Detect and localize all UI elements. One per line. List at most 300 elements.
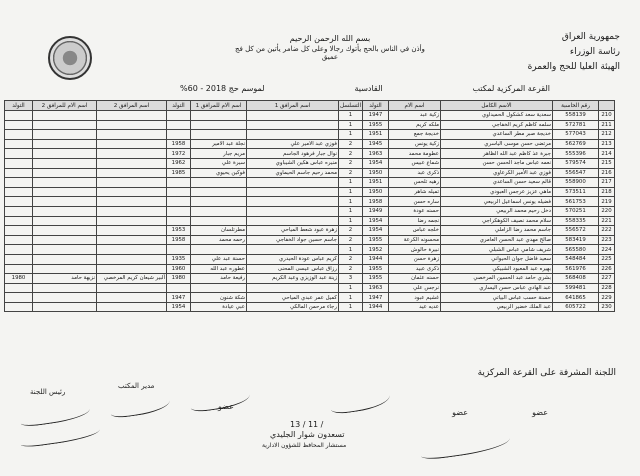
table-cell xyxy=(33,302,97,312)
table-cell: شريف شامي عباس الشبلي xyxy=(441,245,553,255)
table-cell xyxy=(5,235,33,245)
table-cell: 1955 xyxy=(363,264,389,274)
table-cell: 1963 xyxy=(363,283,389,293)
table-cell: 225 xyxy=(599,254,615,264)
table-cell xyxy=(191,283,247,293)
table-cell: 1 xyxy=(339,120,363,130)
table-cell xyxy=(33,254,97,264)
table-cell: جاسم حسين جواد الخفاجي xyxy=(247,235,339,245)
column-header: الاسم الكامل xyxy=(441,101,553,111)
table-cell: 1960 xyxy=(167,264,191,274)
table-cell: 1945 xyxy=(363,139,389,149)
table-cell: 1951 xyxy=(363,130,389,140)
table-cell xyxy=(97,130,167,140)
table-cell xyxy=(97,197,167,207)
column-header xyxy=(599,101,615,111)
table-cell: 556572 xyxy=(553,226,599,236)
table-body xyxy=(5,111,615,312)
table-cell: عديه عيد xyxy=(389,302,441,312)
table-cell xyxy=(33,235,97,245)
committee-head-label: رئيس اللجنة xyxy=(30,388,66,396)
table-cell: 558139 xyxy=(553,111,599,121)
table-cell: 1955 xyxy=(363,120,389,130)
table-cell xyxy=(167,111,191,121)
table-cell xyxy=(247,245,339,255)
table-cell: ذكرى عبد xyxy=(389,168,441,178)
table-cell: 1955 xyxy=(363,235,389,245)
column-header: التولد xyxy=(167,101,191,111)
office-manager-label: مدير المكتب xyxy=(118,382,155,390)
table-cell xyxy=(97,187,167,197)
table-cell xyxy=(167,120,191,130)
table-cell: 217 xyxy=(599,178,615,188)
table-row xyxy=(5,187,615,197)
table-row xyxy=(5,283,615,293)
table-cell: قالم سعيد حسن الساعدي xyxy=(441,178,553,188)
table-cell: 1947 xyxy=(363,293,389,303)
table-cell: 1935 xyxy=(167,254,191,264)
table-cell xyxy=(5,293,33,303)
table-cell: زينة عبد الوزيزي وعبد الكريم xyxy=(247,274,339,284)
header-line-presidency: رئاسة الوزراء xyxy=(569,47,620,57)
table-cell: 1 xyxy=(339,293,363,303)
header-line-authority: الهيئة العليا للحج والعمرة xyxy=(527,62,620,72)
table-cell xyxy=(97,216,167,226)
column-header: التولد xyxy=(5,101,33,111)
table-cell: 1947 xyxy=(363,111,389,121)
table-cell: 1955 xyxy=(363,274,389,284)
table-cell: ملكه كريم xyxy=(389,120,441,130)
table-cell xyxy=(97,120,167,130)
table-cell xyxy=(247,197,339,207)
signature-date: 13 / 11 / xyxy=(290,420,324,429)
table-cell xyxy=(97,254,167,264)
table-cell xyxy=(5,302,33,312)
table-cell: فوزي عبد الأمير الكرعاوي xyxy=(441,168,553,178)
column-header: اسم الام للمرافق 1 xyxy=(191,101,247,111)
table-cell xyxy=(191,197,247,207)
table-cell xyxy=(97,293,167,303)
table-row xyxy=(5,178,615,188)
table-cell: 1 xyxy=(339,197,363,207)
table-cell xyxy=(97,139,167,149)
member-label-3: عضو xyxy=(218,402,234,411)
table-cell xyxy=(191,216,247,226)
table-cell xyxy=(97,235,167,245)
table-cell: فوزي عبد الامير علي xyxy=(247,139,339,149)
table-cell: 1 xyxy=(339,302,363,312)
table-row xyxy=(5,149,615,159)
table-cell xyxy=(167,283,191,293)
table-cell xyxy=(5,149,33,159)
table-cell: 229 xyxy=(599,293,615,303)
table-cell xyxy=(247,206,339,216)
table-cell: 2 xyxy=(339,254,363,264)
table-cell: 579574 xyxy=(553,158,599,168)
table-cell xyxy=(5,120,33,130)
table-cell: 1958 xyxy=(363,197,389,207)
table-cell: 216 xyxy=(599,168,615,178)
handwritten-signature-2 xyxy=(19,424,100,448)
table-cell xyxy=(33,130,97,140)
table-cell: نجمه رضا xyxy=(389,216,441,226)
table-cell xyxy=(5,206,33,216)
table-cell xyxy=(247,178,339,188)
table-cell xyxy=(5,111,33,121)
table-cell xyxy=(247,130,339,140)
table-row xyxy=(5,254,615,264)
table-cell: فوكين يحيوي xyxy=(191,168,247,178)
table-cell: 1958 xyxy=(167,235,191,245)
table-cell: جاسم محمد رضا الزاملي xyxy=(441,226,553,236)
column-header: اسم المرافق 1 xyxy=(247,101,339,111)
subtitle-season: لموسم حج 2018 - 60% xyxy=(180,84,265,93)
quran-verse: وأذن في الناس بالحج يأتوك رجالا وعلى كل ضامر يأتين من كل فج عميق xyxy=(235,45,425,61)
column-header: التسلسل xyxy=(339,102,361,109)
table-row xyxy=(5,130,615,140)
table-cell: شماع عبيس xyxy=(389,158,441,168)
authority-seal-logo xyxy=(48,36,92,80)
table-cell: 212 xyxy=(599,130,615,140)
table-cell: خلجه عباس xyxy=(389,226,441,236)
table-cell xyxy=(5,197,33,207)
table-cell xyxy=(5,139,33,149)
table-cell xyxy=(33,139,97,149)
table-cell xyxy=(33,245,97,255)
handwritten-signature-3 xyxy=(109,394,171,419)
table-row xyxy=(5,120,615,130)
table-cell: 1985 xyxy=(167,168,191,178)
table-cell xyxy=(33,178,97,188)
table-cell xyxy=(191,187,247,197)
table-cell: 2 xyxy=(339,226,363,236)
table-cell: 1954 xyxy=(167,302,191,312)
table-cell: 558900 xyxy=(553,178,599,188)
table-cell xyxy=(33,197,97,207)
table-cell: 2 xyxy=(339,139,363,149)
table-cell: حسنه عثمان xyxy=(389,274,441,284)
table-cell xyxy=(167,197,191,207)
table-cell: 215 xyxy=(599,158,615,168)
table-cell xyxy=(5,245,33,255)
table-cell xyxy=(247,283,339,293)
table-cell xyxy=(191,245,247,255)
table-row xyxy=(5,216,615,226)
table-cell: زكية يونس xyxy=(389,139,441,149)
signature-footer xyxy=(0,368,640,476)
table-cell: بهيره عبد المعبود الشبيكي xyxy=(441,264,553,274)
table-cell xyxy=(97,178,167,188)
committee-label: اللجنة المشرفة على القرعة المركزية xyxy=(477,368,616,378)
table-cell xyxy=(97,149,167,159)
table-cell xyxy=(5,158,33,168)
table-row xyxy=(5,226,615,236)
table-cell: نبيرة حالوش xyxy=(389,245,441,255)
table-cell: 228 xyxy=(599,283,615,293)
table-cell xyxy=(97,283,167,293)
table-cell xyxy=(5,226,33,236)
basmala: بسم الله الرحمن الرحيم xyxy=(289,34,371,43)
table-cell xyxy=(167,178,191,188)
table-cell xyxy=(33,226,97,236)
signatory-name: تسعدون شوار الجليدي xyxy=(270,430,345,439)
table-cell: 1950 xyxy=(363,187,389,197)
table-cell xyxy=(5,178,33,188)
religious-header xyxy=(230,34,430,61)
table-cell: 220 xyxy=(599,206,615,216)
table-cell: 213 xyxy=(599,139,615,149)
subtitle-office: القرعة المركزية لمكتب xyxy=(472,84,550,93)
table-cell xyxy=(5,130,33,140)
table-cell xyxy=(5,283,33,293)
table-cell: 1963 xyxy=(363,149,389,159)
table-cell: 1962 xyxy=(167,158,191,168)
table-cell xyxy=(97,168,167,178)
table-cell xyxy=(97,245,167,255)
table-cell: 1947 xyxy=(167,293,191,303)
table-cell xyxy=(33,158,97,168)
table-cell: عبي عيادة xyxy=(191,302,247,312)
table-cell xyxy=(247,111,339,121)
table-row xyxy=(5,139,615,149)
table-cell: 1980 xyxy=(5,274,33,284)
table-cell: 641865 xyxy=(553,293,599,303)
table-row xyxy=(5,111,615,121)
table-cell: كميل عمر عبدي المياحي xyxy=(247,293,339,303)
subtitle-city: القادسية xyxy=(354,84,383,93)
table-cell: 2 xyxy=(339,158,363,168)
table-cell: رحمه محمد xyxy=(191,235,247,245)
table-cell: 1 xyxy=(339,178,363,188)
table-cell: 1949 xyxy=(363,206,389,216)
table-row xyxy=(5,264,615,274)
table-cell xyxy=(191,178,247,188)
table-cell: سلمه كاظم كريم الخفاجي xyxy=(441,120,553,130)
table-cell: 223 xyxy=(599,235,615,245)
table-cell: سعدية سعد كشكول الحميداوي xyxy=(441,111,553,121)
table-cell xyxy=(191,206,247,216)
table-cell: زهرة عبود شعط المياحي xyxy=(247,226,339,236)
table-cell xyxy=(191,130,247,140)
table-cell: 1 xyxy=(339,130,363,140)
table-cell: 2 xyxy=(339,235,363,245)
table-cell xyxy=(97,226,167,236)
table-row xyxy=(5,235,615,245)
table-cell: 1944 xyxy=(363,302,389,312)
table-cell: فضيله يونس اسماعيل الربيعي xyxy=(441,197,553,207)
table-cell xyxy=(33,187,97,197)
table-cell xyxy=(247,216,339,226)
table-cell: رزاق عباس عيسى المحنى xyxy=(247,264,339,274)
table-cell: 1 xyxy=(339,283,363,293)
table-cell: 221 xyxy=(599,216,615,226)
handwritten-signature-1 xyxy=(19,403,90,428)
table-cell: سلام محمد نصيف الكوهكراجي xyxy=(441,216,553,226)
table-cell: 572781 xyxy=(553,120,599,130)
table-cell: 1953 xyxy=(167,226,191,236)
table-cell: 1 xyxy=(339,245,363,255)
table-cell: 218 xyxy=(599,187,615,197)
table-cell: 1 xyxy=(339,187,363,197)
table-cell: كريم عباس عودة الحيدري xyxy=(247,254,339,264)
table-cell: رفيعة حامد xyxy=(191,274,247,284)
table-cell xyxy=(167,130,191,140)
table-cell xyxy=(167,245,191,255)
table-cell xyxy=(33,206,97,216)
table-cell xyxy=(33,293,97,303)
table-cell: 570251 xyxy=(553,206,599,216)
table-cell xyxy=(33,216,97,226)
table-cell: خديجة صبر مطر الساعدي xyxy=(441,130,553,140)
table-cell xyxy=(247,187,339,197)
table-cell: محمد رحيم جاسم الحيماوي xyxy=(247,168,339,178)
table-row xyxy=(5,302,615,312)
column-header: التولد xyxy=(363,101,389,111)
table-cell: عطوره عبد الله xyxy=(191,264,247,274)
table-cell: 568408 xyxy=(553,274,599,284)
table-cell: 3 xyxy=(339,274,363,284)
member-label-1: عضو xyxy=(532,408,548,417)
table-cell xyxy=(97,264,167,274)
table-cell: 561753 xyxy=(553,197,599,207)
table-cell: ماهي عزيز عرجس العبودي xyxy=(441,187,553,197)
header-line-country: جمهورية العراق xyxy=(561,32,620,42)
table-cell xyxy=(191,111,247,121)
table-cell xyxy=(33,149,97,159)
table-cell: 1950 xyxy=(363,168,389,178)
pilgrims-table xyxy=(4,100,615,312)
handwritten-signature-6 xyxy=(419,432,510,461)
table-cell: عبد الهادي عباس حسن اليساري xyxy=(441,283,553,293)
table-cell: نرجس علي xyxy=(389,283,441,293)
table-cell: 226 xyxy=(599,264,615,274)
table-cell: 1951 xyxy=(363,178,389,188)
table-cell: 605722 xyxy=(553,302,599,312)
table-cell: 548484 xyxy=(553,254,599,264)
table-cell: 1952 xyxy=(363,245,389,255)
table-cell: ساره حسن xyxy=(389,197,441,207)
table-cell: مطرتلسان xyxy=(191,226,247,236)
table-cell: منيره عباس هكين الشيباوي xyxy=(247,158,339,168)
table-cell xyxy=(167,187,191,197)
table-cell: 222 xyxy=(599,226,615,236)
table-cell: رهيه تلحس xyxy=(389,178,441,188)
column-header: اسم المرافق 2 xyxy=(97,101,167,111)
table-cell xyxy=(167,216,191,226)
table-cell: عبد الملك خضير الربيعي xyxy=(441,302,553,312)
table-cell: محسونه الكرعة xyxy=(389,235,441,245)
table-row xyxy=(5,293,615,303)
table-cell xyxy=(191,120,247,130)
handwritten-signature-5 xyxy=(329,388,391,415)
table-cell: 1 xyxy=(339,111,363,121)
table-cell xyxy=(33,120,97,130)
table-cell xyxy=(247,120,339,130)
table-cell: 577043 xyxy=(553,130,599,140)
table-cell: 1980 xyxy=(167,274,191,284)
table-cell: 214 xyxy=(599,149,615,159)
table-cell: تميله شاهر xyxy=(389,187,441,197)
table-cell: 1 xyxy=(339,206,363,216)
member-label-2: عضو xyxy=(452,408,468,417)
table-cell: بشري حامد عبد الحسين المرخصي xyxy=(441,274,553,284)
table-cell: شكة شنون xyxy=(191,293,247,303)
table-cell: عطومة محمد xyxy=(389,149,441,159)
table-cell: 224 xyxy=(599,245,615,255)
table-cell xyxy=(33,264,97,274)
table-cell: 583419 xyxy=(553,235,599,245)
table-row xyxy=(5,158,615,168)
table-cell xyxy=(97,158,167,168)
column-header: اسم الام xyxy=(389,101,441,111)
table-row xyxy=(5,206,615,216)
table-cell: 556547 xyxy=(553,168,599,178)
table-cell: 227 xyxy=(599,274,615,284)
column-header: رقم الحاسبة xyxy=(553,101,599,111)
table-cell: 561976 xyxy=(553,264,599,274)
table-cell xyxy=(5,187,33,197)
table-cell: سعيد فاضل جوان الحيواني xyxy=(441,254,553,264)
table-cell: 211 xyxy=(599,120,615,130)
table-cell: حسنه عودة xyxy=(389,206,441,216)
column-header: اسم الام للمرافق 2 xyxy=(33,101,97,111)
table-cell: سيرة علي xyxy=(191,158,247,168)
table-cell xyxy=(97,206,167,216)
document-subtitle xyxy=(180,84,550,96)
table-cell: 219 xyxy=(599,197,615,207)
table-cell xyxy=(97,111,167,121)
table-cell: 1954 xyxy=(363,158,389,168)
table-cell: نجلة عبد الامير xyxy=(191,139,247,149)
table-cell: 1954 xyxy=(363,216,389,226)
table-cell xyxy=(33,111,97,121)
table-cell xyxy=(5,254,33,264)
table-cell: صالح مهدي عبد الحسن العامري xyxy=(441,235,553,245)
table-cell: 1 xyxy=(339,216,363,226)
table-cell: مريم جبار xyxy=(191,149,247,159)
table-cell xyxy=(167,206,191,216)
table-row xyxy=(5,168,615,178)
table-cell: زهرة حسن xyxy=(389,254,441,264)
table-cell: 555396 xyxy=(553,149,599,159)
table-header-row xyxy=(5,101,615,111)
table-cell xyxy=(33,283,97,293)
table-cell: حسنة عبد علي xyxy=(191,254,247,264)
table-cell: رجاء مرحمن المالكي xyxy=(247,302,339,312)
table-cell: 2 xyxy=(339,264,363,274)
table-cell: ألبير شيعان كريم المرخصي xyxy=(97,274,167,284)
table-cell: 573511 xyxy=(553,187,599,197)
table-cell: 210 xyxy=(599,111,615,121)
table-cell xyxy=(33,168,97,178)
table-row xyxy=(5,245,615,255)
table-cell: 565580 xyxy=(553,245,599,255)
table-cell: زكية عبد xyxy=(389,111,441,121)
table-cell: نوال جبار فرهود الجاسم xyxy=(247,149,339,159)
table-cell xyxy=(5,264,33,274)
table-cell: حسنة حسب عباس البياتي xyxy=(441,293,553,303)
table-cell: مرتضى حسن موسى الياسري xyxy=(441,139,553,149)
table-cell: نزيهة حامد xyxy=(33,274,97,284)
table-cell: غشيم عبود xyxy=(389,293,441,303)
table-cell: دخل رحيم محمد الربيعي xyxy=(441,206,553,216)
table-cell: 562769 xyxy=(553,139,599,149)
table-cell: 1954 xyxy=(363,226,389,236)
table-cell: 1944 xyxy=(363,254,389,264)
table-cell xyxy=(5,216,33,226)
table-cell: 558335 xyxy=(553,216,599,226)
table-cell: 599481 xyxy=(553,283,599,293)
